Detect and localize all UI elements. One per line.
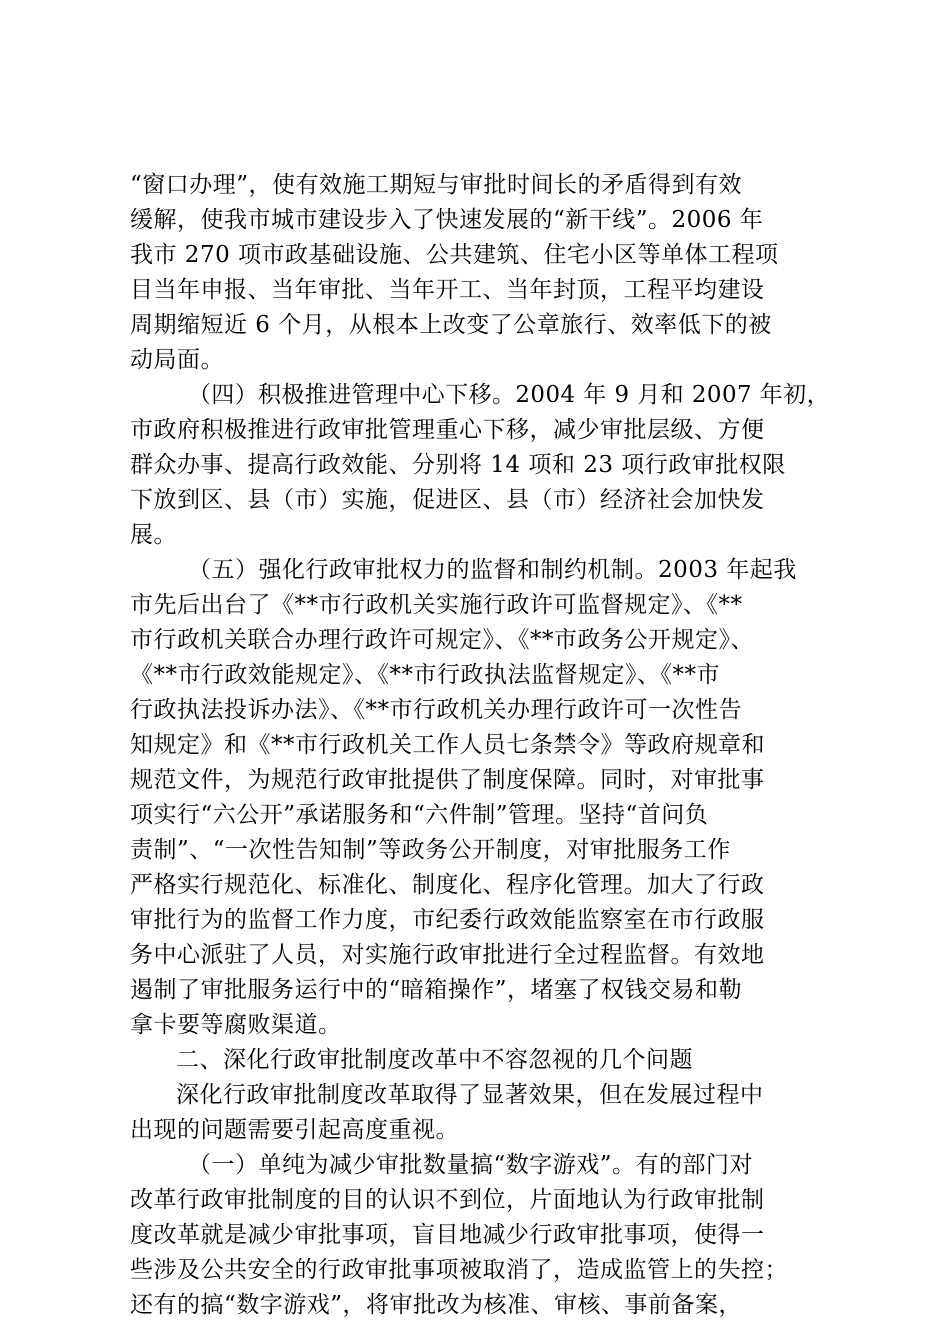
text-line: 严格实行规范化、标准化、制度化、程序化管理。加大了行政 — [130, 872, 765, 898]
text-line: 群众办事、提高行政效能、分别将 14 项和 23 项行政审批权限 — [130, 452, 786, 478]
text-line: 展。 — [130, 522, 177, 548]
text-line: 项实行“六公开”承诺服务和“六件制”管理。坚持“首问负 — [130, 802, 709, 828]
text-line: “窗口办理”，使有效施工期短与审批时间长的矛盾得到有效 — [130, 172, 743, 198]
text-line: 《**市行政效能规定》、《**市行政执法监督规定》、《**市 — [130, 662, 720, 688]
text-line: 知规定》和《**市行政机关工作人员七条禁令》等政府规章和 — [130, 732, 765, 758]
text-line: 规范文件，为规范行政审批提供了制度保障。同时，对审批事 — [130, 767, 765, 793]
text-line: 务中心派驻了人员，对实施行政审批进行全过程监督。有效地 — [130, 942, 765, 968]
text-line: 责制”、“一次性告知制”等政务公开制度，对审批服务工作 — [130, 837, 731, 863]
text-line: 出现的问题需要引起高度重视。 — [130, 1117, 459, 1143]
text-line: 深化行政审批制度改革取得了显著效果，但在发展过程中 — [176, 1082, 764, 1108]
chapter-heading-line: 二、深化行政审批制度改革中不容忽视的几个问题 — [176, 1047, 693, 1073]
text-line: 改革行政审批制度的目的认识不到位，片面地认为行政审批制 — [130, 1187, 765, 1213]
text-line: 审批行为的监督工作力度，市纪委行政效能监察室在市行政服 — [130, 907, 765, 933]
section-heading-line: （五）强化行政审批权力的监督和制约机制。2003 年起我 — [188, 557, 797, 583]
text-line: 遏制了审批服务运行中的“暗箱操作”，堵塞了权钱交易和勒 — [130, 977, 743, 1003]
text-line: 目当年申报、当年审批、当年开工、当年封顶，工程平均建设 — [130, 277, 765, 303]
text-line: 市行政机关联合办理行政许可规定》、《**市政务公开规定》、 — [130, 627, 754, 653]
text-line: 我市 270 项市政基础设施、公共建筑、住宅小区等单体工程项 — [130, 242, 779, 268]
text-line: 动局面。 — [130, 347, 224, 373]
text-line: 些涉及公共安全的行政审批事项被取消了，造成监管上的失控； — [130, 1257, 788, 1283]
text-line: 行政执法投诉办法》、《**市行政机关办理行政许可一次性告 — [130, 697, 742, 723]
text-line: 缓解，使我市城市建设步入了快速发展的“新干线”。2006 年 — [130, 207, 764, 233]
text-line: 下放到区、县（市）实施，促进区、县（市）经济社会加快发 — [130, 487, 765, 513]
text-line: 市先后出台了《**市行政机关实施行政许可监督规定》、《** — [130, 592, 743, 618]
document-page — [130, 168, 830, 1323]
text-line: 拿卡要等腐败渠道。 — [130, 1012, 342, 1038]
text-line: 还有的搞“数字游戏”，将审批改为核准、审核、事前备案， — [130, 1292, 743, 1318]
section-heading-line: （四）积极推进管理中心下移。2004 年 9 月和 2007 年初， — [188, 382, 830, 408]
text-line: 度改革就是减少审批事项，盲目地减少行政审批事项，使得一 — [130, 1222, 765, 1248]
text-line: 周期缩短近 6 个月，从根本上改变了公章旅行、效率低下的被 — [130, 312, 772, 338]
section-heading-line: （一）单纯为减少审批数量搞“数字游戏”。有的部门对 — [188, 1152, 754, 1178]
text-line: 市政府积极推进行政审批管理重心下移，减少审批层级、方便 — [130, 417, 765, 443]
